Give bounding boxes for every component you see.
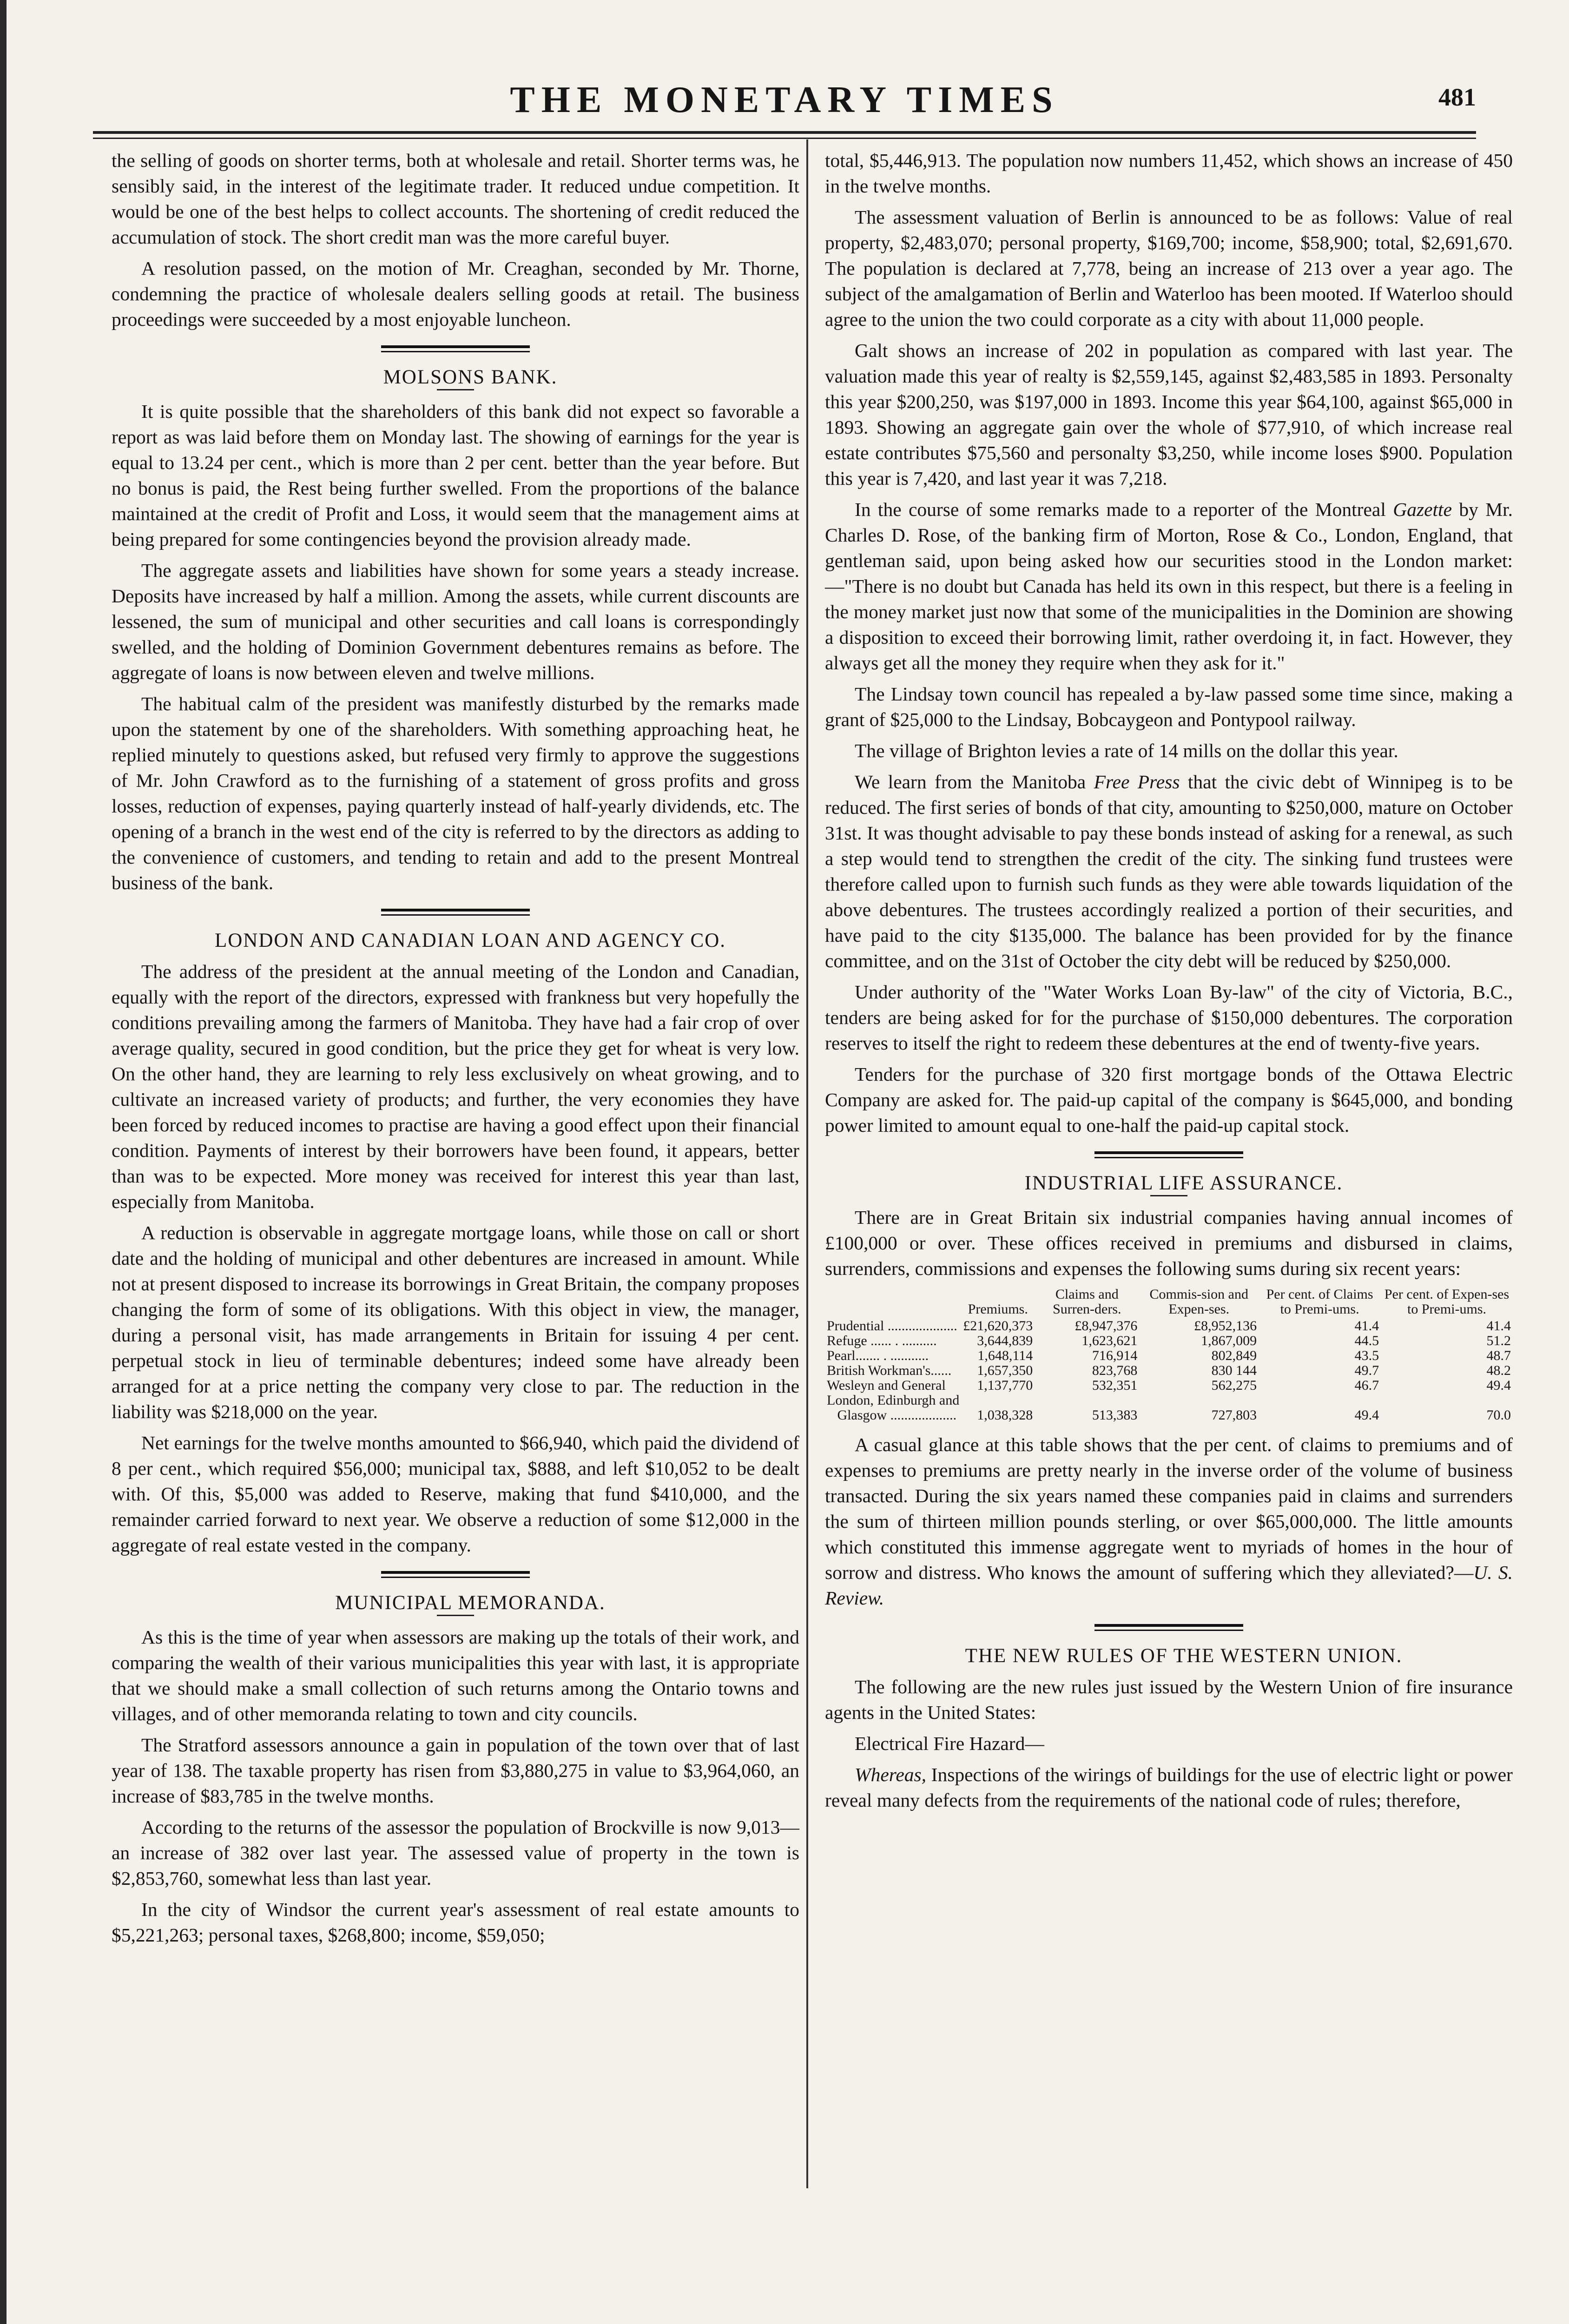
section-ornament xyxy=(381,1571,530,1578)
section-heading-london: LONDON AND CANADIAN LOAN AND AGENCY CO. xyxy=(214,930,726,951)
table-cell: 1,648,114 xyxy=(977,1348,1033,1363)
column-divider xyxy=(806,139,808,2188)
page-header xyxy=(93,74,1476,130)
table-cell: 532,351 xyxy=(1092,1378,1138,1393)
paragraph: The habitual calm of the president was manifestly disturbed by the remarks made upon the statement by one of the shareholders. With something approaching heat, he replied minutely to questions asked, but refused very firmly to approve the suggestions of Mr. John Crawford as to the furnishing of a statement of gross profits and gross losses, reduction of expenses, paying quarterly instead of half-yearly dividends, etc. The opening of a branch in the west end of the city is referred to by the directors as adding to the convenience of customers, and tending to retain and add to the present Montreal business of the bank. xyxy=(112,693,799,893)
table-cell: 3,644,839 xyxy=(977,1333,1033,1348)
paragraph xyxy=(825,769,1513,974)
table-row xyxy=(825,1319,1513,1334)
header-rule xyxy=(93,131,1476,134)
table-header xyxy=(825,1287,961,1319)
table-cell: 1,137,770 xyxy=(977,1378,1033,1393)
table-cell: Refuge ...... . .......... xyxy=(827,1333,937,1348)
table-cell: Pearl....... . ........... xyxy=(827,1348,929,1363)
paragraph xyxy=(825,1762,1513,1813)
paragraph xyxy=(825,497,1513,676)
paragraph: In the city of Windsor the current year's assessment of real estate amounts to $5,221,263; personal taxes, $268,800; income, $59,050; xyxy=(112,1899,799,1946)
industrial-assurance-table xyxy=(825,1287,1513,1423)
paragraph: There are in Great Britain six industrial companies having annual incomes of £100,000 or over. These offices received in premiums and disbursed in claims, surrenders, commissions and expenses the following sums during six recent years: xyxy=(825,1207,1513,1279)
paragraph: According to the returns of the assessor the population of Brockville is now 9,013—an increase of 382 over last year. The assessed value of property in the town is $2,853,760, somewhat less than last year. xyxy=(112,1816,799,1889)
table-row xyxy=(825,1378,1513,1393)
table-row xyxy=(825,1393,1513,1408)
table-cell: 513,383 xyxy=(1092,1407,1138,1423)
section-ornament xyxy=(381,345,530,352)
paragraph: It is quite possible that the shareholders of this bank did not expect so favorable a report as was laid before them on Monday last. The showing of earnings for the year is equal to 13.24 per cent., which is more than 2 per cent. better than the year before. But no bonus is paid, the Rest being further swelled. From the proportions of the balance maintained at the credit of Profit and Loss, it would seem that the management aims at being prepared for some contingencies beyond the provision already made. xyxy=(112,401,799,550)
table-cell: 1,657,350 xyxy=(977,1363,1033,1378)
table-cell: 70.0 xyxy=(1486,1407,1511,1423)
header-rule-thin xyxy=(93,138,1476,139)
section-ornament xyxy=(1094,1624,1243,1631)
table-header-row xyxy=(825,1287,1513,1319)
text-run: A casual glance at this table shows that the per cent. of claims to premiums and of expenses to premiums are pretty nearly in the inverse order of the volume of business transacted. During the six years named these companies paid in claims and surrenders the sum of thirteen million pounds sterling, or over $65,000,000. The little amounts which constituted this immense aggregate went to myriads of homes in the hour of sorrow and distress. Who knows the amount of suffering which they alleviated?— xyxy=(825,1434,1513,1583)
paragraph: The address of the president at the annual meeting of the London and Canadian, equally with the report of the directors, expressed with frankness but very hopefully the conditions prevailing among the farmers of Manitoba. They have had a fair crop of over average quality, secured in good condition, but the price they get for wheat is very low. On the other hand, they are learning to rely less exclusively on wheat growing, and to cultivate an increased variety of products; and further, the very economies they have been forced by reduced incomes to practise are having a good effect upon their financial condition. Payments of interest by their borrowers have been found, it appears, better than was to be expected. More money was received for interest this year than last, especially from Manitoba. xyxy=(112,961,799,1212)
publication-title: THE MONETARY TIMES xyxy=(510,79,1059,120)
newspaper-name: Free Press xyxy=(1094,771,1180,792)
text-run-italic: Whereas, xyxy=(855,1764,927,1785)
table-cell xyxy=(1035,1393,1139,1408)
table-cell: Wesleyn and General xyxy=(827,1378,946,1393)
table-cell: 44.5 xyxy=(1354,1333,1379,1348)
table-cell: 41.4 xyxy=(1486,1318,1511,1334)
table-cell: 48.7 xyxy=(1486,1348,1511,1363)
table-cell: 49.4 xyxy=(1354,1407,1379,1423)
section-heading-western-union: THE NEW RULES OF THE WESTERN UNION. xyxy=(965,1645,1403,1667)
text-run: that the civic debt of Winnipeg is to be reduced. The first series of bonds of that city, amounting to $250,000, mature on October 31st. It was thought advisable to pay these bonds instead of asking for a renewal, as such a step would tend to strengthen the credit of the city. The sinking fund trustees were therefore called upon to furnish such funds as they were able towards liquidation of the above debentures. The trustees accordingly realized a portion of their securities, and have paid to the city $135,000. The balance has been provided for by the finance committee, and on the 31st of October the city debt will be reduced by $250,000. xyxy=(825,771,1513,971)
table-cell xyxy=(1139,1393,1259,1408)
table-cell: 716,914 xyxy=(1092,1348,1138,1363)
paragraph: The Lindsay town council has repealed a by-law passed some time since, making a grant of $25,000 to the Lindsay, Bobcaygeon and Pontypool railway. xyxy=(825,683,1513,730)
paragraph: As this is the time of year when assessors are making up the totals of their work, and comparing the wealth of their various municipalities this year with last, it is appropriate that we should make a small collection of such returns among the Ontario towns and villages, and of other memoranda relating to town and city councils. xyxy=(112,1626,799,1724)
table-cell: 46.7 xyxy=(1354,1378,1379,1393)
paragraph: Electrical Fire Hazard— xyxy=(855,1733,1044,1754)
table-cell: 41.4 xyxy=(1354,1318,1379,1334)
newspaper-name: Gazette xyxy=(1393,499,1452,520)
left-column xyxy=(112,148,799,1954)
table-header: Commis-sion and Expen-ses. xyxy=(1149,1287,1248,1317)
table-row xyxy=(825,1408,1513,1423)
table-row xyxy=(825,1348,1513,1363)
table-cell xyxy=(1259,1393,1381,1408)
paragraph: Galt shows an increase of 202 in population as compared with last year. The valuation made this year of realty is $2,559,145, against $2,483,585 in 1893. Personalty this year $200,250, was $197,000 in 1893. Income this year $64,100, against $65,000 in 1893. Showing an aggregate gain over the whole of $77,910, of which increase real estate contributes $75,560 and personalty $3,250, while income loses $900. Population this year is 7,420, and last year it was 7,218. xyxy=(825,340,1513,489)
table-cell: 562,275 xyxy=(1211,1378,1257,1393)
page-number: 481 xyxy=(1438,83,1476,111)
table-cell: 43.5 xyxy=(1354,1348,1379,1363)
text-run: In the course of some remarks made to a reporter of the Montreal xyxy=(855,499,1393,520)
table-row xyxy=(825,1363,1513,1378)
table-cell: 823,768 xyxy=(1092,1363,1138,1378)
paragraph: The assessment valuation of Berlin is announced to be as follows: Value of real property, $2,483,070; personal property, $169,700; income, $58,900; total, $2,691,670. The population is declared at 7,778, being an increase of 213 over a year ago. The subject of the amalgamation of Berlin and Waterloo has been mooted. If Waterloo should agree to the union the two could corporate as a city with about 11,000 people. xyxy=(825,206,1513,330)
table-cell: London, Edinburgh and xyxy=(827,1393,960,1408)
table-row xyxy=(825,1334,1513,1348)
table-cell: £8,947,376 xyxy=(1075,1318,1138,1334)
table-cell: 727,803 xyxy=(1211,1407,1257,1423)
table-cell: £8,952,136 xyxy=(1194,1318,1257,1334)
table-cell: 830 144 xyxy=(1211,1363,1257,1378)
section-heading-industrial: INDUSTRIAL LIFE ASSURANCE. xyxy=(1024,1172,1343,1194)
section-ornament xyxy=(381,909,530,916)
paragraph xyxy=(825,1432,1513,1611)
text-run: by Mr. Charles D. Rose, of the banking firm of Morton, Rose & Co., London, England, that gentleman said, upon being asked how our securities stood in the London market:—"There is no doubt but Canada has held its own in this respect, but there is a feeling in the money market just now that some of the municipalities in the Dominion are showing a disposition to exceed their borrowing limit, rather overdoing it, in fact. However, they always get all the money they require when they ask for it." xyxy=(825,499,1513,673)
table-cell: 49.4 xyxy=(1486,1378,1511,1393)
table-cell: 802,849 xyxy=(1211,1348,1257,1363)
table-cell: 1,038,328 xyxy=(977,1407,1033,1423)
right-column xyxy=(825,148,1513,1819)
paragraph: Tenders for the purchase of 320 first mortgage bonds of the Ottawa Electric Company are asked for. The paid-up capital of the company is $645,000, and bonding power limited to amount equal to one-half the paid-up capital stock. xyxy=(825,1063,1513,1136)
table-cell: 48.2 xyxy=(1486,1363,1511,1378)
table-header: Claims and Surren-ders. xyxy=(1053,1287,1121,1317)
paragraph: A reduction is observable in aggregate mortgage loans, while those on call or short date and the holding of municipal and other debentures are increased in amount. While not at present disposed to increase its borrowings in Great Britain, the company proposes changing the form of some of its obligations. With this object in view, the manager, during a personal visit, has made arrangements in Britain for issuing 4 per cent. perpetual stock in lieu of terminable debentures; indeed some have already been arranged for at a price netting the company very close to par. The reduction in the liability was $218,000 on the year. xyxy=(112,1222,799,1422)
section-ornament xyxy=(1094,1151,1243,1158)
text-run: Inspections of the wirings of buildings for the use of electric light or power reveal many defects from the requirements of the national code of rules; therefore, xyxy=(825,1764,1513,1811)
paragraph: Under authority of the "Water Works Loan By-law" of the city of Victoria, B.C., tenders are being asked for for the purchase of $150,000 debentures. The corporation reserves to itself the right to redeem these debentures at the end of twenty-five years. xyxy=(825,981,1513,1054)
text-run: We learn from the Manitoba xyxy=(855,771,1094,792)
table-cell: 49.7 xyxy=(1354,1363,1379,1378)
paragraph: total, $5,446,913. The population now numbers 11,452, which shows an increase of 450 in the twelve months. xyxy=(825,150,1513,197)
section-heading-molsons: MOLSONS BANK. xyxy=(383,366,558,388)
table-cell: British Workman's...... xyxy=(827,1363,952,1378)
paragraph: The Stratford assessors announce a gain in population of the town over that of last year of 138. The taxable property has risen from $3,880,275 in value to $3,964,060, an increase of $83,785 in the twelve months. xyxy=(112,1734,799,1807)
table-header: Per cent. of Expen-ses to Premi-ums. xyxy=(1384,1287,1510,1317)
source-citation: U. S. Review. xyxy=(825,1562,1513,1609)
table-cell xyxy=(961,1393,1035,1408)
paragraph: the selling of goods on shorter terms, both at wholesale and retail. Shorter terms was, he sensibly said, in the interest of the legitimate trader. It reduced undue competition. It would be one of the best helps to collect accounts. The shortening of credit reduced the accumulation of stock. The short credit man was the more careful buyer. xyxy=(112,150,799,248)
paragraph: A resolution passed, on the motion of Mr. Creaghan, seconded by Mr. Thorne, condemning the practice of wholesale dealers selling goods at retail. The business proceedings were succeeded by a most enjoyable luncheon. xyxy=(112,257,799,330)
table-cell: £21,620,373 xyxy=(963,1318,1033,1334)
table-cell: 1,867,009 xyxy=(1201,1333,1257,1348)
paragraph: Net earnings for the twelve months amounted to $66,940, which paid the dividend of 8 per cent., which required $56,000; municipal tax, $888, and left $10,052 to be dealt with. Of this, $5,000 was added to Reserve, making that fund $410,000, and the remainder carried forward to next year. We observe a reduction of some $12,000 in the aggregate of real estate vested in the company. xyxy=(112,1432,799,1556)
paragraph: The following are the new rules just issued by the Western Union of fire insurance agents in the United States: xyxy=(825,1676,1513,1723)
page-edge-binding xyxy=(0,0,7,2324)
table-cell: 51.2 xyxy=(1486,1333,1511,1348)
table-cell xyxy=(1381,1393,1513,1408)
paragraph: The aggregate assets and liabilities have shown for some years a steady increase. Deposits have increased by half a million. Among the assets, while current discounts are lessened, the sum of municipal and other securities and call loans is correspondingly swelled, and the holding of Dominion Government debentures remains as before. The aggregate of loans is now between eleven and twelve millions. xyxy=(112,560,799,683)
table-cell: Glasgow ................... xyxy=(827,1407,957,1423)
table-cell: Prudential .................... xyxy=(827,1318,957,1334)
table-header: Per cent. of Claims to Premi-ums. xyxy=(1266,1287,1373,1317)
table-header: Premiums. xyxy=(968,1301,1028,1317)
table-cell: 1,623,621 xyxy=(1081,1333,1138,1348)
section-heading-municipal: MUNICIPAL MEMORANDA. xyxy=(335,1592,606,1614)
paragraph: The village of Brighton levies a rate of 14 mills on the dollar this year. xyxy=(855,740,1398,761)
